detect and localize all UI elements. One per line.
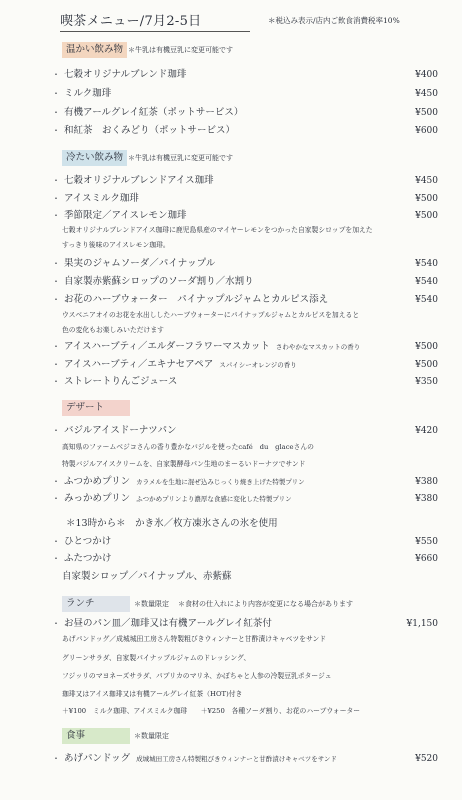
item-name: ミルク珈琲	[64, 88, 112, 99]
section-meal	[62, 728, 130, 744]
item-name: 和紅茶 おくみどり（ポットサービス）	[64, 125, 236, 136]
item-subtitle: ふつかめプリンより濃厚な食感に変化した特製プリン	[136, 495, 292, 503]
item-description: 高知県のファームベジコさんの香り豊かなバジルを使ったcafé du glaceさんの	[62, 443, 314, 451]
section-label: 温かい飲み物	[66, 44, 124, 55]
bullet: ・	[52, 754, 60, 763]
item-price: ¥380	[415, 494, 438, 504]
syrup-options: 自家製シロップ／パイナップル、赤紫蘇	[62, 571, 232, 582]
item-price: ¥500	[415, 108, 438, 118]
item-name: ひとつかけ	[64, 536, 112, 547]
menu-item	[52, 617, 438, 631]
section-note: ＊数量限定	[134, 600, 169, 608]
bullet: ・	[52, 342, 60, 351]
item-price: ¥660	[415, 554, 438, 564]
bullet: ・	[52, 477, 60, 486]
item-description: すっきり後味のアイスレモン珈琲。	[62, 241, 170, 249]
item-name: 自家製赤紫蘇シロップのソーダ割り／水割り	[64, 276, 254, 287]
menu-item	[52, 192, 438, 206]
item-description: ＋¥100 ミルク珈琲、アイスミルク珈琲 ＋¥250 各種ソーダ割り、お花のハーブウォーター	[62, 707, 361, 715]
item-name: 七穀オリジナルブレンドアイス珈琲	[64, 175, 214, 186]
section-note: ＊牛乳は有機豆乳に変更可能です	[128, 46, 233, 54]
bullet: ・	[52, 70, 60, 79]
section-lunch	[62, 596, 130, 612]
bullet: ・	[52, 295, 60, 304]
page-title: 喫茶メニュー/7月2-5日	[60, 14, 202, 29]
item-name: 有機アールグレイ紅茶（ポットサービス）	[64, 107, 244, 118]
bullet: ・	[52, 554, 60, 563]
item-price: ¥500	[415, 211, 438, 221]
section-label: 冷たい飲み物	[66, 152, 124, 163]
item-price: ¥540	[415, 259, 438, 269]
item-description: 色の変化もお楽しみいただけます	[62, 326, 164, 334]
item-name: アイスミルク珈琲	[64, 193, 139, 204]
menu-item	[52, 293, 438, 307]
menu-item	[52, 752, 438, 766]
section-hot-drinks	[62, 42, 127, 58]
item-description: 特製バジルアイスクリームを、自家製酵母パン生地のまーるいドーナツでサンド	[62, 460, 306, 468]
item-price: ¥500	[415, 360, 438, 370]
section-cold-drinks	[62, 150, 127, 166]
item-name: 季節限定／アイスレモン珈琲	[64, 210, 187, 221]
item-name: 果実のジャムソーダ／パイナップル	[64, 258, 216, 269]
item-name: アイスハーブティ／エキナセアペア	[64, 359, 214, 370]
menu-item	[52, 340, 438, 354]
menu-item	[52, 87, 438, 101]
tax-note: ＊税込み表示/店内ご飲食消費税率10%	[268, 16, 400, 25]
item-name: バジルアイスドーナツパン	[64, 425, 177, 436]
item-name: お昼のパン皿／珈琲又は有機アールグレイ紅茶付	[64, 618, 272, 629]
item-name: あげパンドッグ	[64, 753, 131, 764]
bullet: ・	[52, 259, 60, 268]
menu-item	[52, 106, 438, 120]
kakigori-heading: ＊13時から＊ かき氷／枚方凍氷さんの氷を使用	[66, 518, 278, 529]
item-name: ストレートりんごジュース	[64, 376, 178, 387]
item-description: 七穀オリジナルブレンドアイス珈琲に鹿児島県産のマイヤーレモンをつかった自家製シロップを加えた	[62, 226, 373, 234]
title-underline	[60, 31, 250, 32]
menu-item	[52, 174, 438, 188]
item-price: ¥400	[415, 70, 438, 80]
item-name: みっかめプリン	[64, 493, 131, 504]
menu-header	[60, 8, 454, 36]
item-price: ¥540	[415, 295, 438, 305]
menu-item	[52, 535, 438, 549]
item-description: フジッリのマヨネーズサラダ、パプリカのマリネ、かぼちゃと人参の冷製豆乳ポタージュ	[62, 672, 332, 680]
bullet: ・	[52, 108, 60, 117]
item-price: ¥500	[415, 342, 438, 352]
item-price: ¥600	[415, 126, 438, 136]
menu-item	[52, 68, 438, 82]
item-name: お花のハーブウォーター パイナップルジャムとカルピス添え	[64, 294, 329, 305]
bullet: ・	[52, 211, 60, 220]
menu-item	[52, 124, 438, 138]
item-description: グリーンサラダ、自家製パイナップルジャムのドレッシング、	[62, 654, 251, 662]
item-price: ¥380	[415, 477, 438, 487]
bullet: ・	[52, 494, 60, 503]
item-name: アイスハーブティ／エルダーフラワーマスカット	[64, 341, 270, 352]
bullet: ・	[52, 537, 60, 546]
menu-item	[52, 275, 438, 289]
bullet: ・	[52, 277, 60, 286]
menu-item	[52, 492, 438, 506]
menu-item	[52, 375, 438, 389]
item-price: ¥350	[415, 377, 438, 387]
menu-item	[52, 552, 438, 566]
menu-item	[52, 424, 438, 438]
item-name: ふつかめプリン	[64, 476, 131, 487]
menu-item	[52, 257, 438, 271]
menu-item	[52, 358, 438, 372]
bullet: ・	[52, 89, 60, 98]
item-price: ¥420	[415, 426, 438, 436]
section-label: 食事	[66, 730, 86, 741]
menu-item	[52, 475, 438, 489]
section-dessert	[62, 400, 130, 416]
bullet: ・	[52, 360, 60, 369]
item-subtitle: カラメルを生地に混ぜ込みじっくり焼き上げた特製プリン	[136, 478, 305, 486]
bullet: ・	[52, 426, 60, 435]
bullet: ・	[52, 194, 60, 203]
item-subtitle: 成城城田工房さん特製粗びきウィンナーと甘酢漬けキャベツをサンド	[136, 755, 337, 763]
bullet: ・	[52, 377, 60, 386]
item-price: ¥1,150	[406, 619, 438, 629]
bullet: ・	[52, 619, 60, 628]
item-subtitle: スパイシーオレンジの香り	[219, 361, 297, 369]
item-description: 珈琲又はアイス珈琲又は有機アールグレイ紅茶（HOT)付き	[62, 690, 243, 698]
section-note: ＊牛乳は有機豆乳に変更可能です	[128, 154, 233, 162]
item-name: 七穀オリジナルブレンド珈琲	[64, 69, 187, 80]
item-price: ¥550	[415, 537, 438, 547]
bullet: ・	[52, 126, 60, 135]
bullet: ・	[52, 176, 60, 185]
item-price: ¥540	[415, 277, 438, 287]
item-price: ¥450	[415, 176, 438, 186]
section-note: ＊食材の仕入れにより内容が変更になる場合があります	[178, 600, 353, 608]
item-price: ¥500	[415, 194, 438, 204]
item-price: ¥520	[415, 754, 438, 764]
item-description: ウスベニアオイのお花を水出ししたハーブウォーターにパイナップルジャムとカルピスを加えると	[62, 311, 360, 319]
section-label: デザート	[66, 402, 105, 413]
section-label: ランチ	[66, 598, 95, 609]
section-note: ＊数量限定	[134, 732, 169, 740]
item-subtitle: さわやかなマスカットの香り	[275, 343, 361, 351]
menu-item	[52, 209, 438, 223]
item-name: ふたつかけ	[64, 553, 112, 564]
item-price: ¥450	[415, 89, 438, 99]
item-description: あげパンドッグ／成城城田工房さん特製粗びきウィンナーと甘酢漬けキャベツをサンド	[62, 635, 327, 643]
